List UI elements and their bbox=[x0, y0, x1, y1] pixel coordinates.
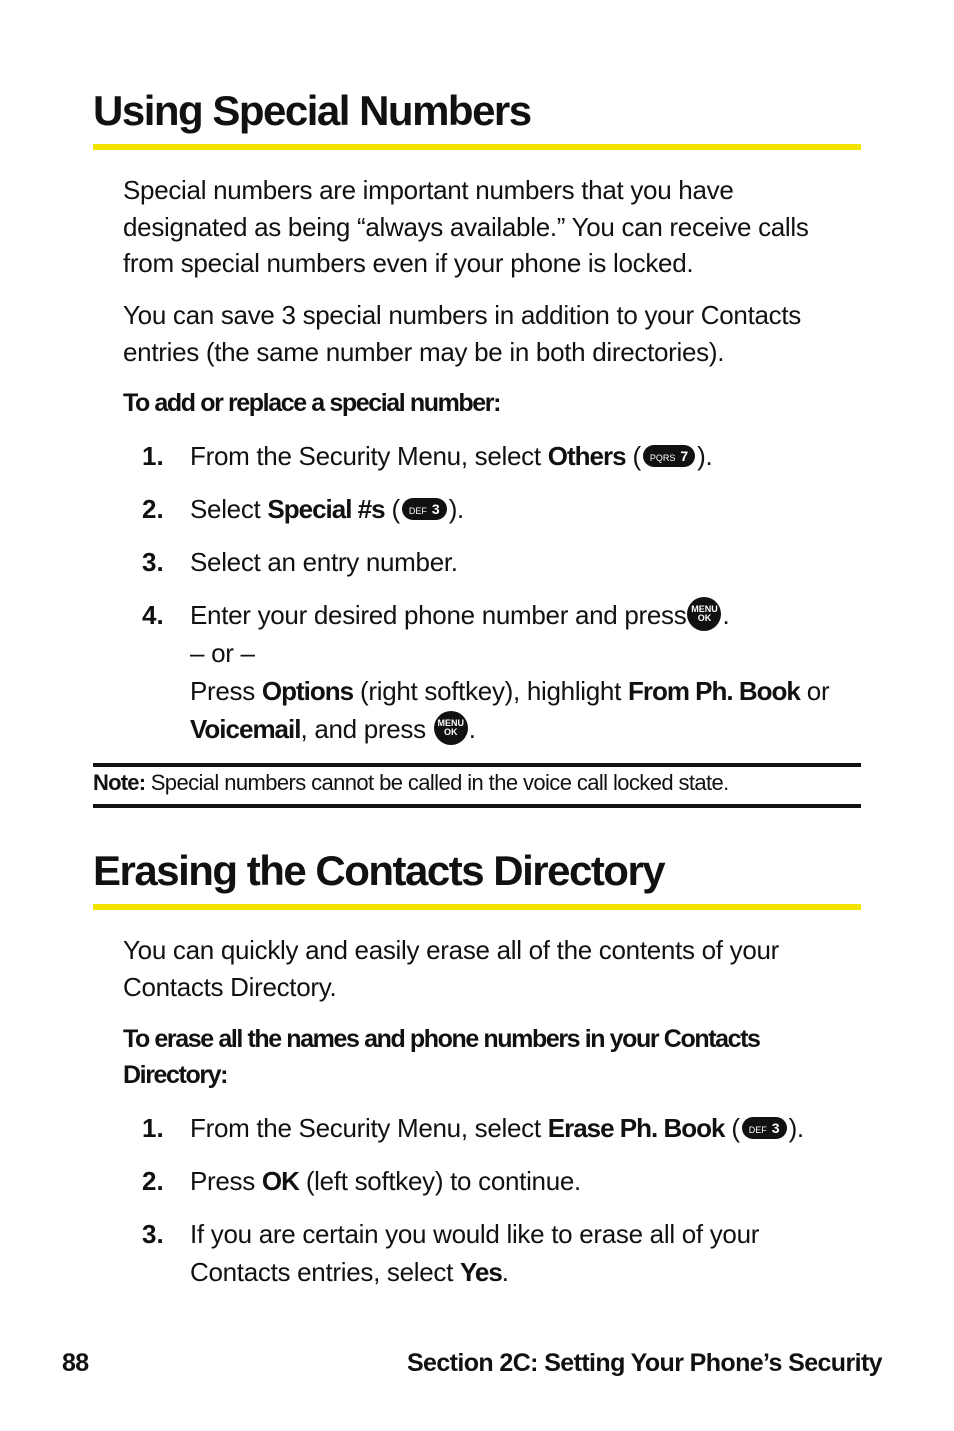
capacity-paragraph: You can save 3 special numbers in addition to your Contacts entries (the same number may be in both directories). bbox=[123, 300, 801, 367]
step-number: 1. bbox=[142, 441, 164, 471]
page-number: 88 bbox=[62, 1349, 89, 1377]
title-underline bbox=[93, 144, 861, 150]
step-select-erase: From the Security Menu, select Erase Ph. Book ( DEF 3 ). bbox=[190, 1113, 804, 1143]
step-confirm-yes: If you are certain you would like to erase all of your Contacts entries, select Yes. bbox=[190, 1219, 760, 1287]
step-number: 3. bbox=[142, 547, 164, 577]
note-top-rule bbox=[93, 763, 861, 767]
note-box: Note: Special numbers cannot be called in the voice call locked state. bbox=[93, 770, 729, 795]
step-number: 2. bbox=[142, 1166, 164, 1196]
erase-intro-paragraph: You can quickly and easily erase all of the contents of your Contacts Directory. bbox=[123, 935, 780, 1002]
keypad-3-icon: DEF 3 bbox=[402, 498, 447, 520]
step-select-special: Select Special #s ( DEF 3 ). bbox=[190, 494, 464, 524]
step-enter-number: Enter your desired phone number and press MENU OK . – or – Press Options (right softkey), highlight From Ph. Book or Voicemail, and press MENU OK . bbox=[190, 596, 850, 748]
section-title-erasing-contacts: Erasing the Contacts Directory bbox=[93, 847, 665, 894]
footer-section-title: Section 2C: Setting Your Phone’s Security bbox=[406, 1349, 882, 1377]
step-press-ok: Press OK (left softkey) to continue. bbox=[190, 1166, 581, 1196]
keypad-7-icon: PQRS 7 bbox=[643, 445, 695, 467]
step-select-others: From the Security Menu, select Others ( PQRS 7 ). bbox=[190, 441, 713, 471]
note-bottom-rule bbox=[93, 804, 861, 808]
intro-paragraph: Special numbers are important numbers that you have designated as being “always available.” You can receive calls from special numbers even if your phone is locked. bbox=[123, 175, 809, 278]
procedure-heading: To add or replace a special number: bbox=[123, 389, 501, 417]
step-number: 1. bbox=[142, 1113, 164, 1143]
step-number: 3. bbox=[142, 1219, 164, 1249]
keypad-3-icon: DEF 3 bbox=[742, 1117, 787, 1139]
step-number: 4. bbox=[142, 600, 164, 630]
menu-ok-key-icon: MENU OK bbox=[687, 597, 721, 631]
erase-procedure-heading: To erase all the names and phone numbers in your Contacts Directory: bbox=[123, 1025, 760, 1089]
title-underline bbox=[93, 904, 861, 910]
menu-ok-key-icon: MENU OK bbox=[434, 711, 468, 745]
section-title-special-numbers: Using Special Numbers bbox=[93, 87, 531, 134]
step-number: 2. bbox=[142, 494, 164, 524]
step-select-entry: Select an entry number. bbox=[190, 547, 458, 577]
